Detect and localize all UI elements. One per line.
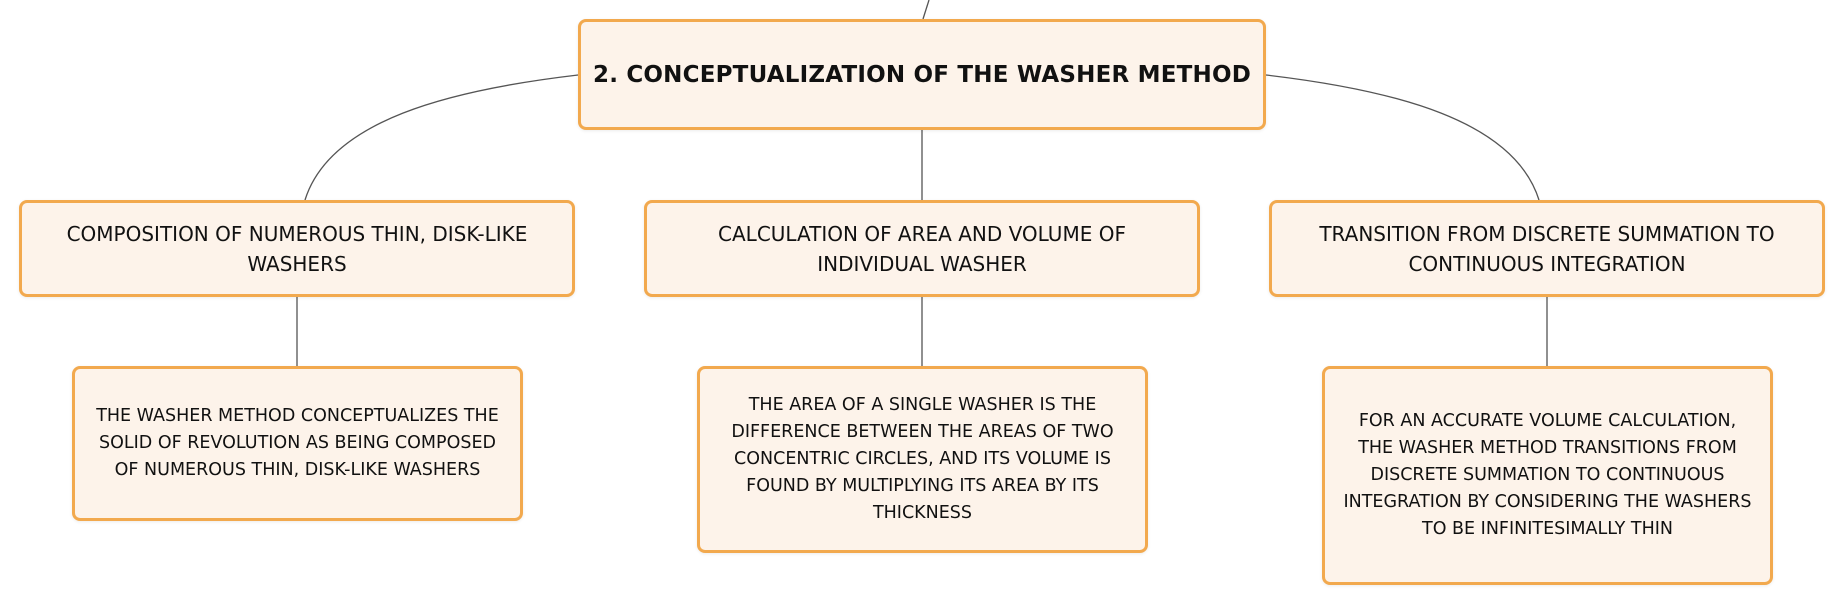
leaf-node-text: THE WASHER METHOD CONCEPTUALIZES THE SOLID OF REVOLUTION AS BEING COMPOSED OF NUMEROUS THIN, DISK-LIKE WASHERS [96, 406, 499, 480]
connector-root-to-branch-1 [305, 75, 578, 200]
connector-from-parent [923, 0, 929, 19]
branch-node-transition[interactable] [1269, 200, 1825, 297]
root-node[interactable] [578, 19, 1266, 130]
leaf-node-calculation-detail[interactable] [697, 366, 1148, 553]
root-node-title: 2. CONCEPTUALIZATION OF THE WASHER METHOD [593, 61, 1251, 88]
branch-node-label: COMPOSITION OF NUMEROUS THIN, DISK-LIKE WASHERS [66, 221, 528, 276]
leaf-node-text: THE AREA OF A SINGLE WASHER IS THE DIFFERENCE BETWEEN THE AREAS OF TWO CONCENTRIC CIRCLES, AND ITS VOLUME IS FOUND BY MULTIPLYING ITS AREA BY ITS THICKNESS [731, 395, 1114, 523]
leaf-node-composition-detail[interactable] [72, 366, 523, 521]
branch-node-label: CALCULATION OF AREA AND VOLUME OF INDIVIDUAL WASHER [718, 221, 1126, 276]
branch-node-label: TRANSITION FROM DISCRETE SUMMATION TO CONTINUOUS INTEGRATION [1319, 221, 1775, 276]
leaf-node-transition-detail[interactable] [1322, 366, 1773, 585]
branch-node-composition[interactable] [19, 200, 575, 297]
leaf-node-text: FOR AN ACCURATE VOLUME CALCULATION, THE WASHER METHOD TRANSITIONS FROM DISCRETE SUMMATION TO CONTINUOUS INTEGRATION BY CONSIDERING THE WASHERS TO BE INFINITESIMALLY THIN [1343, 411, 1752, 539]
branch-node-calculation[interactable] [644, 200, 1200, 297]
connector-root-to-branch-3 [1266, 75, 1539, 200]
